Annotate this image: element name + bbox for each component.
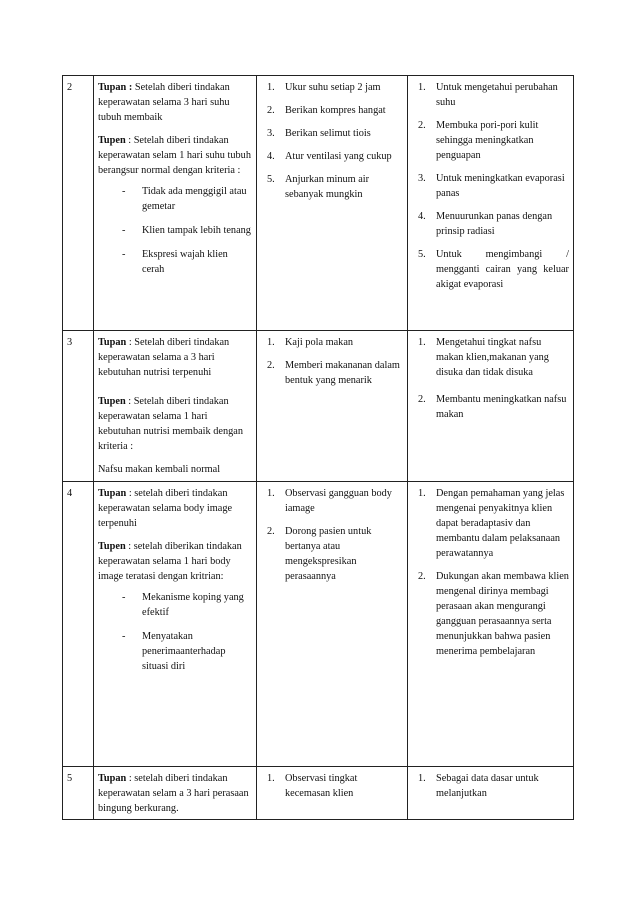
intervention-text: Berikan selimut tiois [285,128,371,139]
dash-marker: - [122,631,126,642]
intervention-text: Observasi gangguan body iamage [285,488,392,514]
list-item [412,247,569,292]
tupen-text: : Setelah diberi tindakan keperawatan selam 1 hari suhu tubuh berangsur normal dengan kriteria : [98,135,251,176]
row-number: 3 [63,331,94,482]
list-item [412,80,569,110]
table-row [63,767,574,820]
tupan-text: : setelah diberi tindakan keperawatan selam a 3 hari perasaan bingung berkurang. [98,773,249,814]
criteria-text: Tidak ada menggigil atau gemetar [142,186,247,212]
number-marker: 1. [267,773,275,784]
list-item [261,172,403,202]
list-item [261,358,403,388]
intervention-cell [257,76,408,331]
number-marker: 1. [267,488,275,499]
goal-cell [94,767,257,820]
intervention-cell [257,331,408,482]
tupen-paragraph [98,133,252,178]
criteria-text: Ekspresi wajah klien cerah [142,249,228,275]
tupen-text: : Setelah diberi tindakan keperawatan selama 1 hari kebutuhan nutrisi membaik dengan kriteria : [98,396,243,452]
intervention-cell [257,482,408,767]
rationale-cell [408,767,574,820]
intervention-text: Ukur suhu setiap 2 jam [285,82,381,93]
rationale-cell [408,331,574,482]
tupen-text: : setelah diberikan tindakan keperawatan selama 1 hari body image teratasi dengan kritrian: [98,541,242,582]
dash-marker: - [122,249,126,260]
number-marker: 1. [267,82,275,93]
list-item [261,80,403,95]
tupan-label: Tupan [98,488,127,499]
intervention-list [261,335,403,388]
number-marker: 2. [267,105,275,116]
row-number: 5 [63,767,94,820]
dash-marker: - [122,186,126,197]
tupan-paragraph [98,486,252,531]
criteria-list [98,184,252,277]
list-item [98,590,252,620]
list-item [412,569,569,659]
tupen-paragraph [98,394,252,454]
tupen-paragraph [98,539,252,584]
list-item [412,486,569,561]
intervention-text: Berikan kompres hangat [285,105,386,116]
number-marker: 5. [418,249,426,260]
tupan-label: Tupan [98,337,127,348]
goal-cell [94,331,257,482]
list-item [261,335,403,350]
list-item [261,126,403,141]
intervention-text: Anjurkan minum air sebanyak mungkin [285,174,370,200]
criteria-text: Klien tampak lebih tenang [142,225,251,236]
criteria-text: Nafsu makan kembali normal [98,464,221,475]
list-item [412,771,569,801]
rationale-list [412,335,569,422]
number-marker: 1. [418,488,426,499]
number-marker: 1. [267,337,275,348]
number-marker: 1. [418,82,426,93]
nursing-care-plan-table [62,75,574,820]
rationale-list [412,486,569,659]
number-marker: 1. [418,773,426,784]
number-marker: 5. [267,174,275,185]
rationale-text: Membantu meningkatkan nafsu makan [436,394,567,420]
intervention-text: Observasi tingkat kecemasan klien [285,773,358,799]
rationale-list [412,80,569,292]
list-item [261,103,403,118]
dash-marker: - [122,225,126,236]
tupan-paragraph [98,771,252,816]
rationale-text: Menuurunkan panas dengan prinsip radiasi [436,211,553,237]
row-number: 2 [63,76,94,331]
rationale-cell [408,482,574,767]
intervention-text: Atur ventilasi yang cukup [285,151,392,162]
criteria-text: Menyatakan penerimaanterhadap situasi diri [142,631,226,672]
list-item [98,223,252,238]
criteria-text: Mekanisme koping yang efektif [142,592,244,618]
intervention-list [261,771,403,801]
number-marker: 2. [418,571,426,582]
tupan-text: Setelah diberi tindakan keperawatan selama 3 hari suhu tubuh membaik [98,82,230,123]
number-marker: 4. [418,211,426,222]
rationale-text: Mengetahui tingkat nafsu makan klien,makanan yang disuka dan tidak disuka [436,337,549,378]
rationale-text: Untuk mengimbangi / mengganti cairan yang keluar akigat evaporasi [436,249,569,290]
list-item [412,392,569,422]
list-item [412,209,569,239]
tupen-label: Tupen [98,135,126,146]
rationale-cell [408,76,574,331]
list-item [412,171,569,201]
rationale-text: Membuka pori-pori kulit sehingga meningkatkan penguapan [436,120,539,161]
list-item [98,629,252,674]
list-item [98,184,252,214]
number-marker: 4. [267,151,275,162]
rationale-text: Dukungan akan membawa klien mengenal dirinya membagi perasaan akan mengurangi gangguan perasaannya serta menunjukkan bahwa pasien menerima pembelajaran [436,571,569,657]
list-item [412,118,569,163]
rationale-text: Untuk mengetahui perubahan suhu [436,82,558,108]
number-marker: 3. [267,128,275,139]
intervention-list [261,80,403,202]
dash-marker: - [122,592,126,603]
number-marker: 2. [418,394,426,405]
table-row [63,482,574,767]
tupan-paragraph [98,335,252,380]
number-marker: 1. [418,337,426,348]
number-marker: 2. [267,360,275,371]
list-item [412,335,569,380]
tupan-paragraph [98,80,252,125]
tupan-label: Tupan : [98,82,133,93]
tupan-text: : setelah diberi tindakan keperawatan selama body image terpenuhi [98,488,233,529]
intervention-text: Memberi makananan dalam bentuk yang menarik [285,360,400,386]
intervention-list [261,486,403,584]
tupen-label: Tupen [98,541,126,552]
number-marker: 2. [267,526,275,537]
rationale-list [412,771,569,801]
number-marker: 3. [418,173,426,184]
tupan-text: : Setelah diberi tindakan keperawatan selama a 3 hari kebutuhan nutrisi terpenuhi [98,337,230,378]
list-item [261,524,403,584]
tupan-label: Tupan [98,773,127,784]
rationale-text: Untuk meningkatkan evaporasi panas [436,173,565,199]
intervention-cell [257,767,408,820]
list-item [261,486,403,516]
list-item [261,149,403,164]
table-row [63,76,574,331]
intervention-text: Kaji pola makan [285,337,354,348]
rationale-text: Dengan pemahaman yang jelas mengenai penyakitnya klien dapat beradaptasiv dan membantu dalam pelaksanaan perawatannya [436,488,565,559]
tupen-label: Tupen [98,396,126,407]
intervention-text: Dorong pasien untuk bertanya atau mengekspresikan perasaannya [285,526,372,582]
list-item [261,771,403,801]
rationale-text: Sebagai data dasar untuk melanjutkan [436,773,539,799]
goal-cell [94,76,257,331]
goal-cell [94,482,257,767]
row-number: 4 [63,482,94,767]
table-row [63,331,574,482]
list-item [98,247,252,277]
number-marker: 2. [418,120,426,131]
criteria-list [98,590,252,674]
